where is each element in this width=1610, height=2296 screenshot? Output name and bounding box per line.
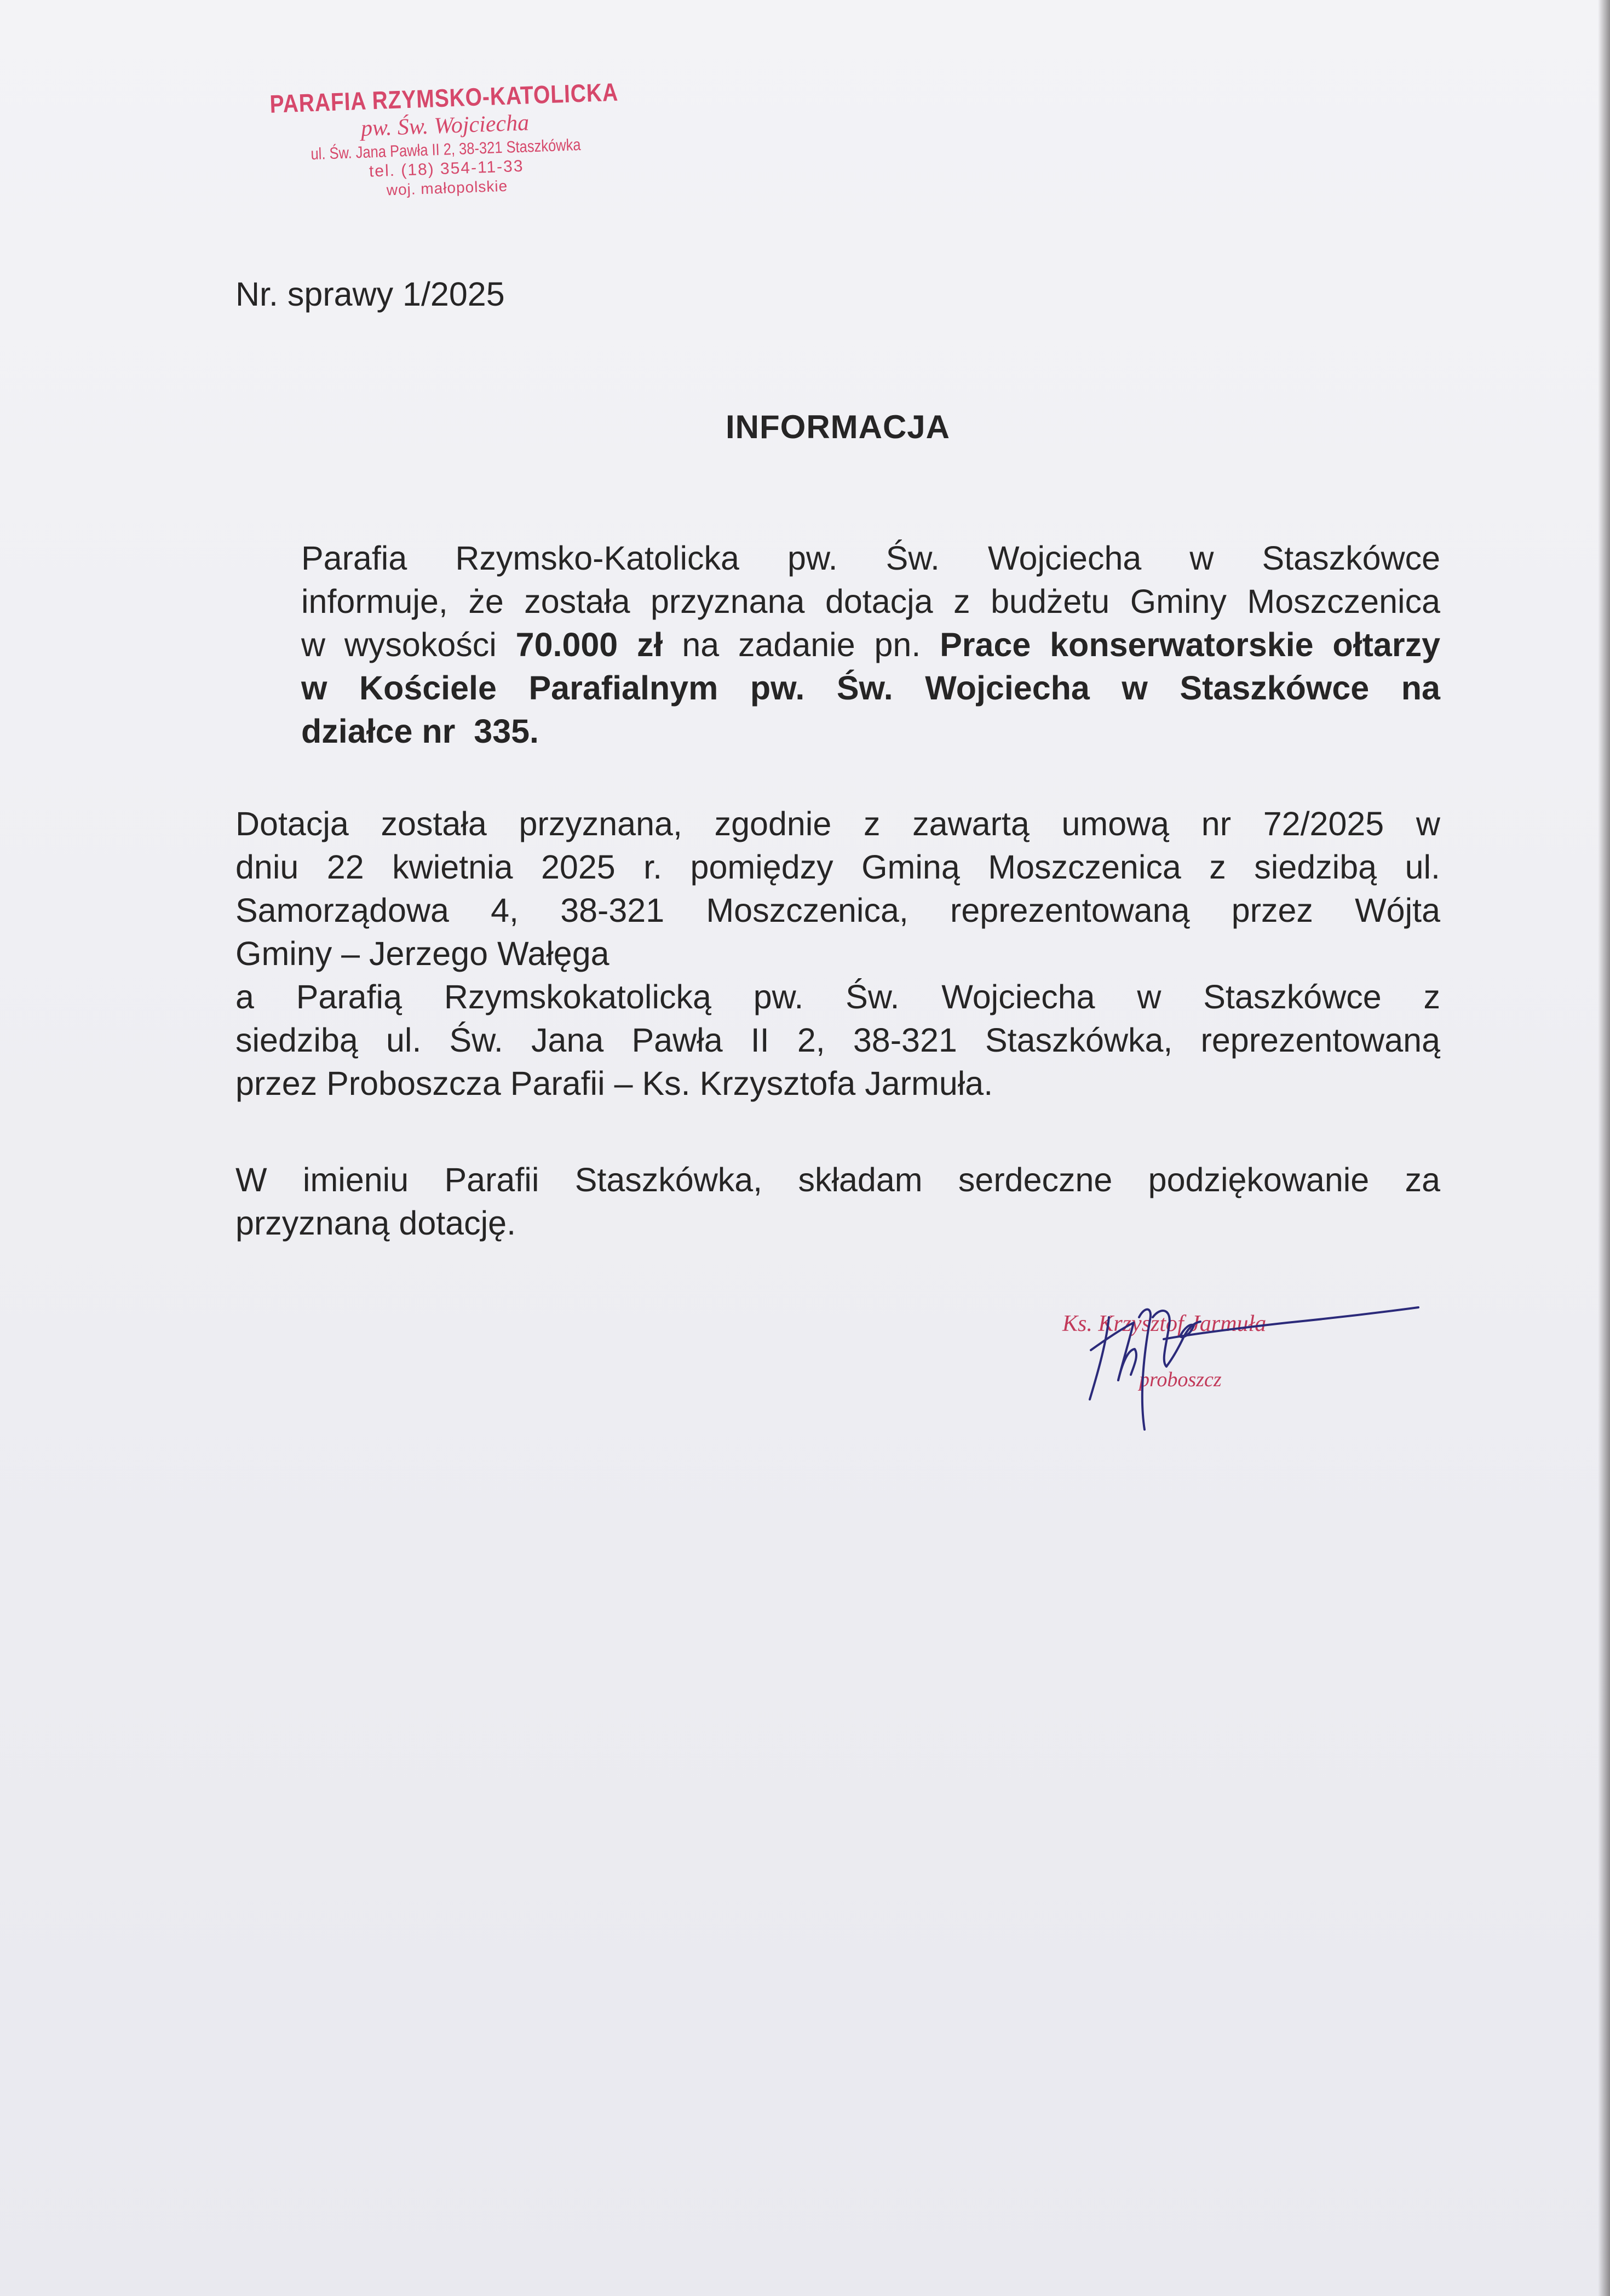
text-run: w wysokości bbox=[301, 626, 516, 663]
paragraph-line: dniu 22 kwietnia 2025 r. pomiędzy Gminą Moszczenica z siedzibą ul. bbox=[235, 848, 1440, 886]
handwritten-signature bbox=[1057, 1284, 1451, 1449]
parish-stamp bbox=[235, 76, 656, 204]
stamp-region: woj. małopolskie bbox=[386, 177, 508, 199]
paragraph-thanks bbox=[235, 1158, 1440, 1245]
grant-amount: 70.000 zł bbox=[515, 626, 663, 663]
document-title: INFORMACJA bbox=[726, 409, 950, 445]
stamp-phone: tel. (18) 354-11-33 bbox=[369, 157, 525, 181]
paragraph-line: Gminy – Jerzego Wałęga bbox=[235, 935, 610, 972]
signature-block bbox=[1057, 1284, 1451, 1449]
stamp-dedication: pw. Św. Wojciecha bbox=[360, 110, 530, 142]
paragraph-line bbox=[235, 623, 1440, 667]
paragraph-line: przez Proboszcza Parafii – Ks. Krzysztofa Jarmuła. bbox=[235, 1065, 993, 1102]
task-name-continued: w Kościele Parafialnym pw. Św. Wojciecha w Staszkówce na bbox=[301, 669, 1440, 707]
paragraph-line: siedzibą ul. Św. Jana Pawła II 2, 38-321 Staszkówka, reprezentowaną bbox=[235, 1021, 1440, 1059]
signature-name-stamp: Ks. Krzysztof Jarmuła bbox=[1062, 1311, 1267, 1336]
plot-number: działce nr 335. bbox=[301, 713, 539, 750]
paragraph-agreement bbox=[235, 802, 1440, 1105]
paragraph-line: Parafia Rzymsko-Katolicka pw. Św. Wojciecha w Staszkówce bbox=[301, 539, 1440, 577]
paragraph-line: Dotacja została przyznana, zgodnie z zawartą umową nr 72/2025 w bbox=[235, 805, 1440, 842]
signature-role-stamp: proboszcz bbox=[1139, 1368, 1222, 1391]
text-run: na zadanie pn. bbox=[663, 626, 940, 663]
paragraph-line: W imieniu Parafii Staszkówka, składam serdeczne podziękowanie za bbox=[235, 1161, 1440, 1198]
paragraph-line: Samorządowa 4, 38-321 Moszczenica, reprezentowaną przez Wójta bbox=[235, 892, 1440, 929]
case-number: Nr. sprawy 1/2025 bbox=[235, 275, 505, 313]
stamp-parish-name: PARAFIA RZYMSKO-KATOLICKA bbox=[269, 77, 619, 118]
stamp-address: ul. Św. Jana Pawła II 2, 38-321 Staszkówka bbox=[310, 135, 582, 164]
paragraph-grant-info bbox=[235, 537, 1440, 753]
paragraph-line: przyznaną dotację. bbox=[235, 1204, 516, 1242]
paragraph-line: informuje, że została przyznana dotacja z budżetu Gminy Moszczenica bbox=[301, 583, 1440, 620]
task-name: Prace konserwatorskie ołtarzy bbox=[940, 626, 1441, 663]
paragraph-line: a Parafią Rzymskokatolicką pw. Św. Wojciecha w Staszkówce z bbox=[235, 978, 1440, 1015]
